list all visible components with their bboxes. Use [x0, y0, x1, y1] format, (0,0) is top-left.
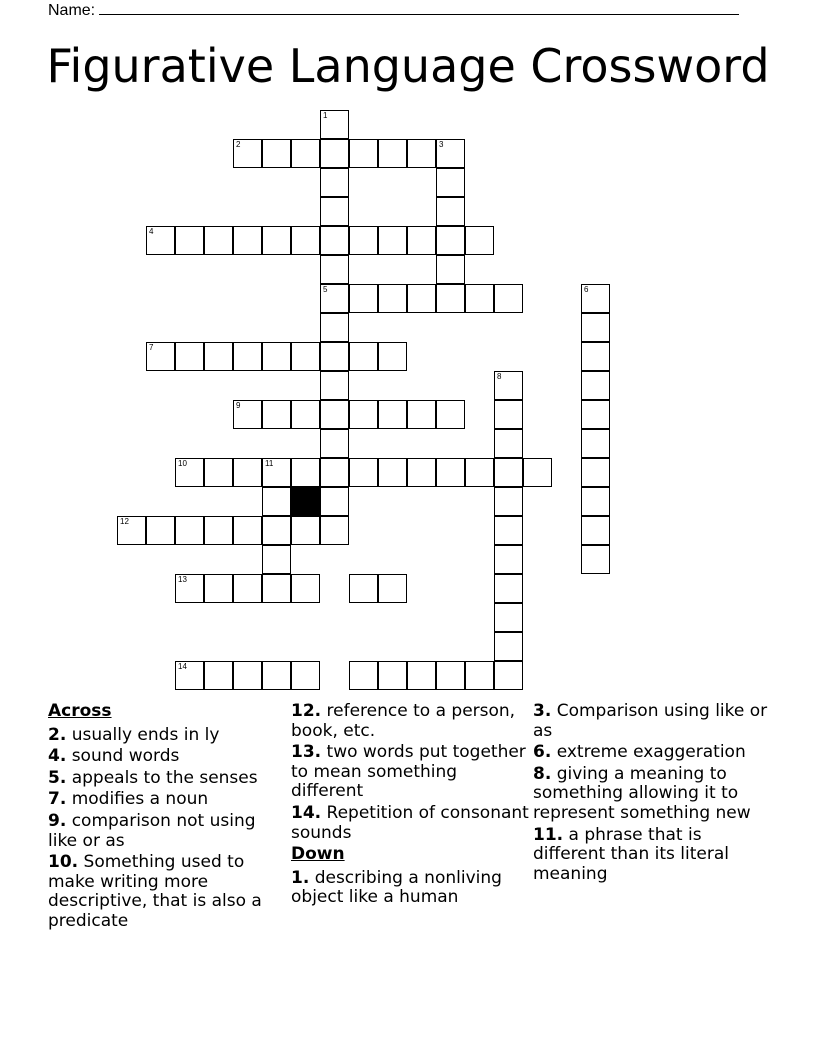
clue-item-number: 9.	[48, 810, 67, 831]
grid-cell[interactable]	[494, 458, 523, 487]
grid-cell[interactable]	[320, 226, 349, 255]
grid-cell[interactable]	[378, 284, 407, 313]
grid-cell[interactable]	[494, 661, 523, 690]
clue-item	[291, 869, 531, 908]
grid-cell[interactable]	[494, 487, 523, 516]
grid-cell[interactable]	[581, 342, 610, 371]
clue-item-number: 5.	[48, 767, 67, 788]
grid-cell[interactable]	[291, 574, 320, 603]
grid-cell[interactable]	[262, 487, 291, 516]
grid-cell[interactable]	[407, 139, 436, 168]
grid-cell[interactable]	[523, 458, 552, 487]
clue-item	[533, 765, 773, 824]
grid-cell[interactable]	[436, 458, 465, 487]
grid-cell[interactable]	[378, 661, 407, 690]
clue-item-text: comparison not using like or as	[48, 810, 256, 851]
grid-cell[interactable]	[175, 226, 204, 255]
grid-cell[interactable]	[581, 487, 610, 516]
grid-cell[interactable]	[378, 342, 407, 371]
grid-cell[interactable]	[291, 139, 320, 168]
clue-item-text: giving a meaning to something allowing it to represent something new	[533, 763, 751, 823]
grid-cell[interactable]	[233, 458, 262, 487]
grid-cell[interactable]	[204, 661, 233, 690]
page-title: Figurative Language Crossword	[46, 39, 770, 93]
grid-cell[interactable]	[291, 458, 320, 487]
grid-cell[interactable]	[320, 168, 349, 197]
grid-cell[interactable]	[378, 400, 407, 429]
down-heading: Down	[291, 844, 345, 865]
grid-cell[interactable]	[320, 255, 349, 284]
clue-number: 6	[584, 285, 589, 294]
grid-cell[interactable]	[581, 429, 610, 458]
grid-cell[interactable]	[349, 661, 378, 690]
clue-number: 9	[236, 401, 241, 410]
grid-cell[interactable]	[494, 284, 523, 313]
grid-cell[interactable]	[204, 574, 233, 603]
grid-cell[interactable]	[233, 139, 262, 168]
grid-cell[interactable]	[581, 371, 610, 400]
grid-cell[interactable]	[291, 400, 320, 429]
grid-cell[interactable]	[175, 342, 204, 371]
clue-item-text: Comparison using like or as	[533, 701, 768, 741]
grid-cell[interactable]	[262, 458, 291, 487]
clue-item	[291, 702, 531, 741]
grid-cell[interactable]	[436, 255, 465, 284]
grid-cell[interactable]	[146, 342, 175, 371]
clues-column-1	[48, 702, 288, 934]
grid-cell[interactable]	[320, 371, 349, 400]
grid-cell[interactable]	[291, 661, 320, 690]
grid-cell[interactable]	[378, 574, 407, 603]
grid-cell[interactable]	[233, 516, 262, 545]
grid-cell[interactable]	[233, 661, 262, 690]
grid-cell[interactable]	[320, 458, 349, 487]
grid-cell[interactable]	[436, 284, 465, 313]
grid-cell[interactable]	[581, 313, 610, 342]
grid-cell[interactable]	[436, 226, 465, 255]
grid-cell[interactable]	[465, 226, 494, 255]
grid-cell[interactable]	[436, 400, 465, 429]
grid-cell[interactable]	[204, 342, 233, 371]
grid-block-cell	[291, 487, 320, 516]
grid-cell[interactable]	[494, 545, 523, 574]
clue-item	[48, 853, 288, 931]
grid-cell[interactable]	[320, 516, 349, 545]
grid-cell[interactable]	[465, 284, 494, 313]
grid-cell[interactable]	[320, 342, 349, 371]
clue-item-number: 12.	[291, 701, 322, 721]
grid-cell[interactable]	[581, 458, 610, 487]
grid-cell[interactable]	[378, 226, 407, 255]
grid-cell[interactable]	[117, 516, 146, 545]
grid-cell[interactable]	[320, 197, 349, 226]
clue-item	[291, 743, 531, 802]
clue-number: 5	[323, 285, 328, 294]
clue-item-number: 11.	[533, 824, 564, 845]
clues-column-2	[291, 702, 531, 910]
grid-cell[interactable]	[175, 574, 204, 603]
clue-item-number: 8.	[533, 763, 552, 784]
grid-cell[interactable]	[581, 284, 610, 313]
grid-cell[interactable]	[233, 342, 262, 371]
clue-item-text: extreme exaggeration	[551, 742, 746, 763]
clue-item	[48, 726, 288, 746]
clue-number: 14	[178, 662, 187, 671]
grid-cell[interactable]	[407, 400, 436, 429]
clue-number: 10	[178, 459, 187, 468]
grid-cell[interactable]	[204, 226, 233, 255]
clue-item	[48, 769, 288, 789]
grid-cell[interactable]	[262, 574, 291, 603]
clue-item-text: Repetition of consonant sounds	[291, 802, 529, 843]
clue-item	[533, 826, 773, 885]
clue-number: 4	[149, 227, 154, 236]
grid-cell[interactable]	[494, 632, 523, 661]
clue-item-text: a phrase that is different than its literal meaning	[533, 824, 729, 884]
clue-item-text: usually ends in ly	[66, 724, 220, 745]
grid-cell[interactable]	[494, 516, 523, 545]
grid-cell[interactable]	[494, 371, 523, 400]
clue-item-text: sound words	[66, 746, 180, 767]
clue-item-number: 4.	[48, 746, 67, 767]
clue-item-number: 6.	[533, 742, 552, 763]
grid-cell[interactable]	[494, 574, 523, 603]
clue-item-number: 13.	[291, 742, 322, 763]
grid-cell[interactable]	[175, 516, 204, 545]
grid-cell[interactable]	[436, 139, 465, 168]
clue-item-number: 1.	[291, 867, 310, 888]
grid-cell[interactable]	[436, 661, 465, 690]
clue-item-number: 7.	[48, 789, 67, 810]
grid-cell[interactable]	[320, 487, 349, 516]
grid-cell[interactable]	[320, 429, 349, 458]
grid-cell[interactable]	[262, 342, 291, 371]
grid-cell[interactable]	[407, 226, 436, 255]
grid-cell[interactable]	[349, 400, 378, 429]
clue-item	[48, 812, 288, 851]
clue-number: 2	[236, 140, 241, 149]
grid-cell[interactable]	[146, 226, 175, 255]
grid-cell[interactable]	[407, 661, 436, 690]
grid-cell[interactable]	[320, 400, 349, 429]
clue-number: 1	[323, 111, 328, 120]
grid-cell[interactable]	[146, 516, 175, 545]
clue-number: 11	[265, 459, 274, 468]
grid-cell[interactable]	[349, 226, 378, 255]
clue-item	[533, 743, 773, 763]
grid-cell[interactable]	[320, 139, 349, 168]
grid-cell[interactable]	[349, 284, 378, 313]
grid-cell[interactable]	[175, 661, 204, 690]
grid-cell[interactable]	[204, 516, 233, 545]
clue-item-number: 3.	[533, 701, 552, 721]
grid-cell[interactable]	[175, 458, 204, 487]
clue-number: 3	[439, 140, 444, 149]
name-label: Name:	[48, 2, 96, 19]
grid-cell[interactable]	[262, 139, 291, 168]
clue-item	[533, 702, 773, 741]
grid-cell[interactable]	[581, 400, 610, 429]
grid-cell[interactable]	[494, 400, 523, 429]
grid-cell[interactable]	[349, 574, 378, 603]
grid-cell[interactable]	[262, 400, 291, 429]
grid-cell[interactable]	[581, 516, 610, 545]
grid-cell[interactable]	[320, 284, 349, 313]
grid-cell[interactable]	[262, 516, 291, 545]
grid-cell[interactable]	[378, 458, 407, 487]
grid-cell[interactable]	[436, 197, 465, 226]
clue-item	[48, 747, 288, 767]
grid-cell[interactable]	[262, 545, 291, 574]
grid-cell[interactable]	[262, 661, 291, 690]
clue-number: 8	[497, 372, 502, 381]
grid-cell[interactable]	[349, 342, 378, 371]
grid-cell[interactable]	[378, 139, 407, 168]
grid-cell[interactable]	[291, 342, 320, 371]
clue-item-text: describing a nonliving object like a human	[291, 867, 502, 908]
grid-cell[interactable]	[291, 226, 320, 255]
grid-cell[interactable]	[320, 313, 349, 342]
grid-cell[interactable]	[320, 110, 349, 139]
clue-item	[291, 804, 531, 843]
clue-item-text: modifies a noun	[66, 789, 209, 810]
grid-cell[interactable]	[349, 139, 378, 168]
grid-cell[interactable]	[233, 400, 262, 429]
clue-item-text: Something used to make writing more descriptive, that is also a predicate	[48, 852, 262, 931]
grid-cell[interactable]	[233, 574, 262, 603]
grid-cell[interactable]	[436, 168, 465, 197]
grid-cell[interactable]	[291, 516, 320, 545]
grid-cell[interactable]	[465, 458, 494, 487]
clue-number: 7	[149, 343, 154, 352]
grid-cell[interactable]	[494, 429, 523, 458]
grid-cell[interactable]	[581, 545, 610, 574]
grid-cell[interactable]	[465, 661, 494, 690]
clue-item-text: appeals to the senses	[66, 767, 258, 788]
grid-cell[interactable]	[407, 458, 436, 487]
clue-number: 12	[120, 517, 129, 526]
clue-item-number: 14.	[291, 802, 322, 823]
clue-item-text: two words put together to mean something different	[291, 742, 526, 802]
grid-cell[interactable]	[494, 603, 523, 632]
clue-item-number: 2.	[48, 724, 67, 745]
grid-cell[interactable]	[349, 458, 378, 487]
clue-item-number: 10.	[48, 852, 79, 873]
across-heading: Across	[48, 701, 112, 721]
grid-cell[interactable]	[204, 458, 233, 487]
grid-cell[interactable]	[233, 226, 262, 255]
clue-number: 13	[178, 575, 187, 584]
grid-cell[interactable]	[262, 226, 291, 255]
clue-item-text: reference to a person, book, etc.	[291, 701, 516, 741]
clues-column-3	[533, 702, 773, 886]
grid-cell[interactable]	[407, 284, 436, 313]
clue-item	[48, 790, 288, 810]
